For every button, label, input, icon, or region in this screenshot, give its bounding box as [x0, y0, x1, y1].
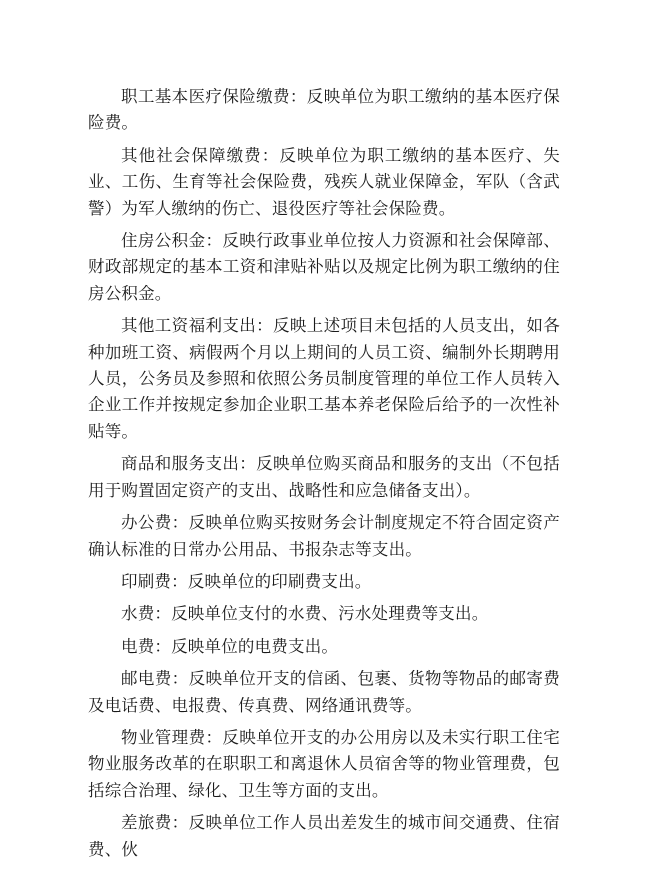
paragraph-office-expense: 办公费：反映单位购买按财务会计制度规定不符合固定资产确认标准的日常办公用品、书报杂志等支出。: [88, 513, 560, 559]
paragraph-medical-insurance: 职工基本医疗保险缴费：反映单位为职工缴纳的基本医疗保险费。: [88, 87, 560, 133]
paragraph-other-social-security: 其他社会保障缴费：反映单位为职工缴纳的基本医疗、失业、工伤、生育等社会保险费，残疾人就业保障金，军队（含武警）为军人缴纳的伤亡、退役医疗等社会保险费。: [88, 145, 560, 218]
paragraph-electricity-expense: 电费：反映单位的电费支出。: [121, 636, 339, 656]
paragraph-printing-expense: 印刷费：反映单位的印刷费支出。: [121, 571, 372, 591]
paragraph-water-expense: 水费：反映单位支付的水费、污水处理费等支出。: [121, 604, 489, 624]
paragraph-travel-expense: 差旅费：反映单位工作人员出差发生的城市间交通费、住宿费、伙: [88, 813, 560, 859]
paragraph-other-wage-welfare: 其他工资福利支出：反映上述项目未包括的人员支出，如各种加班工资、病假两个月以上期间的人员工资、编制外长期聘用人员，公务员及参照和依照公务员制度管理的单位工作人员转入企业工作并按规定参加企业职工基本养老保险后给予的一次性补贴等。: [88, 316, 560, 441]
paragraph-housing-fund: 住房公积金：反映行政事业单位按人力资源和社会保障部、财政部规定的基本工资和津贴补贴以及规定比例为职工缴纳的住房公积金。: [88, 231, 560, 303]
paragraph-property-management: 物业管理费：反映单位开支的办公用房以及未实行职工住宅物业服务改革的在职职工和离退休人员宿舍等的物业管理费，包括综合治理、绿化、卫生等方面的支出。: [88, 727, 560, 800]
paragraph-postal-telecom-expense: 邮电费：反映单位开支的信函、包裹、货物等物品的邮寄费及电话费、电报费、传真费、网络通讯费等。: [88, 669, 560, 715]
paragraph-goods-services: 商品和服务支出：反映单位购买商品和服务的支出（不包括用于购置固定资产的支出、战略性和应急储备支出）。: [88, 454, 560, 500]
document-body: [88, 84, 560, 869]
